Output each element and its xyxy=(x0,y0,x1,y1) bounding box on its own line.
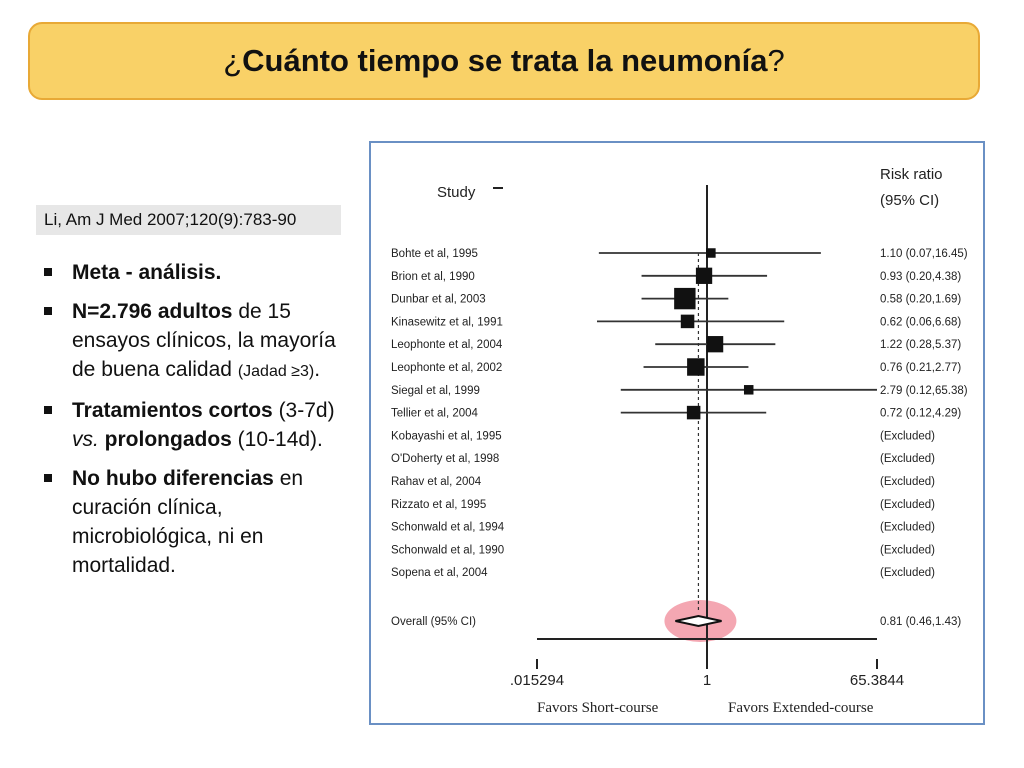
point-estimate xyxy=(744,385,754,395)
study-label: Leophonte et al, 2004 xyxy=(391,339,503,352)
point-estimate xyxy=(681,315,695,329)
study-label: Schonwald et al, 1990 xyxy=(391,544,505,557)
bullet-bold: Meta - análisis. xyxy=(72,261,222,284)
bullet-text: (3-7d) xyxy=(272,399,335,422)
bullet-bold: N=2.796 adultos xyxy=(72,300,233,323)
forest-plot-frame xyxy=(369,141,985,725)
study-label: Leophonte et al, 2002 xyxy=(391,362,503,374)
point-estimate xyxy=(707,336,723,352)
rr-label: 0.58 (0.20,1.69) xyxy=(880,293,962,306)
overall-label: Overall (95% CI) xyxy=(391,616,476,628)
point-estimate xyxy=(674,288,695,309)
bullet-item xyxy=(40,396,350,454)
rr-label: (Excluded) xyxy=(880,498,935,511)
bullet-item xyxy=(40,464,350,580)
rr-label: 1.10 (0.07,16.45) xyxy=(880,248,968,260)
rr-label: 0.93 (0.20,4.38) xyxy=(880,270,962,283)
rr-label: (Excluded) xyxy=(880,567,935,580)
rr-label: 0.72 (0.12,4.29) xyxy=(880,407,962,420)
x-tick-label: 65.3844 xyxy=(849,672,905,689)
bullet-small: (Jadad ≥3) xyxy=(237,363,315,380)
bullet-bold: No hubo diferencias xyxy=(72,467,274,490)
header-risk-ratio: Risk ratio xyxy=(880,166,943,183)
citation: Li, Am J Med 2007;120(9):783-90 xyxy=(36,205,341,235)
rr-label: (Excluded) xyxy=(880,453,935,466)
study-label: Tellier et al, 2004 xyxy=(391,407,478,420)
study-label: O'Doherty et al, 1998 xyxy=(391,453,500,466)
study-label: Bohte et al, 1995 xyxy=(391,248,478,260)
bullet-item xyxy=(40,258,350,287)
study-label: Rahav et al, 2004 xyxy=(391,476,482,488)
point-estimate xyxy=(687,358,704,375)
title-suffix: ? xyxy=(767,43,785,78)
overall-rr-label: 0.81 (0.46,1.43) xyxy=(880,616,962,628)
point-estimate xyxy=(706,248,716,258)
rr-label: 1.22 (0.28,5.37) xyxy=(880,339,962,352)
bullet-list xyxy=(40,258,350,590)
study-label: Brion et al, 1990 xyxy=(391,270,475,283)
study-label: Sopena et al, 2004 xyxy=(391,567,488,580)
rr-label: (Excluded) xyxy=(880,430,935,443)
bullet-text: de 15 ensayos clínicos, la mayoría de buena calidad xyxy=(72,300,336,381)
bullet-end: . xyxy=(314,358,321,381)
bullet-bold-2: prolongados xyxy=(98,428,232,451)
header-ci: (95% CI) xyxy=(880,192,940,209)
bullet-bold: Tratamientos cortos xyxy=(72,399,273,422)
point-estimate xyxy=(687,406,701,420)
rr-label: 2.79 (0.12,65.38) xyxy=(880,384,968,397)
rr-label: (Excluded) xyxy=(880,521,935,534)
title-prefix: ¿ xyxy=(223,43,243,78)
study-label: Dunbar et al, 2003 xyxy=(391,293,486,306)
bullet-italic: vs. xyxy=(72,428,99,451)
study-label: Kobayashi et al, 1995 xyxy=(391,430,502,443)
rr-label: (Excluded) xyxy=(880,544,935,557)
bullet-item xyxy=(40,297,350,386)
study-label: Kinasewitz et al, 1991 xyxy=(391,316,503,329)
favors-right-label: Favors Extended-course xyxy=(728,700,874,716)
bullet-text: en curación clínica, microbiológica, ni en mortalidad. xyxy=(72,467,304,577)
bullet-end: (10-14d). xyxy=(231,428,323,451)
slide-title xyxy=(28,22,980,100)
title-main: Cuánto tiempo se trata la neumonía xyxy=(242,43,768,78)
rr-label: 0.76 (0.21,2.77) xyxy=(880,362,962,374)
x-tick-label: .015294 xyxy=(509,672,565,689)
x-tick-label: 1 xyxy=(702,672,712,689)
rr-label: 0.62 (0.06,6.68) xyxy=(880,316,962,329)
point-estimate xyxy=(696,268,712,284)
favors-left-label: Favors Short-course xyxy=(537,700,659,716)
rr-label: (Excluded) xyxy=(880,476,935,488)
header-study: Study xyxy=(437,184,476,201)
study-label: Rizzato et al, 1995 xyxy=(391,498,487,511)
study-label: Siegal et al, 1999 xyxy=(391,384,480,397)
study-label: Schonwald et al, 1994 xyxy=(391,521,505,534)
forest-plot xyxy=(371,143,983,723)
